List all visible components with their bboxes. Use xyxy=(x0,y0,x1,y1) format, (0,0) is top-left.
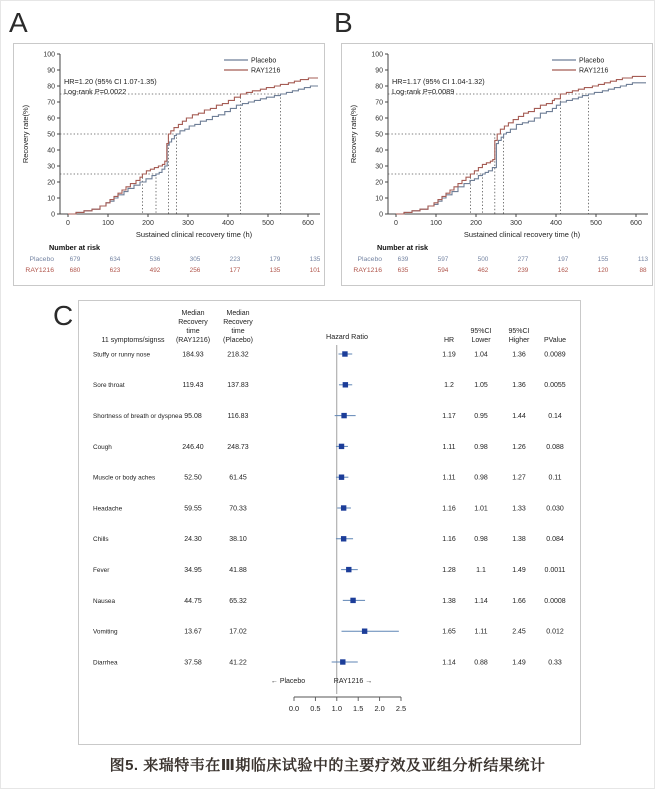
y-tick-label: 100 xyxy=(371,51,383,59)
header-ci-lower: Lower xyxy=(471,337,491,344)
legend-label-ray1216: RAY1216 xyxy=(579,67,609,75)
row-median-ray: 24.30 xyxy=(184,536,202,544)
row-pvalue: 0.0089 xyxy=(544,351,566,359)
forest-axis-tick-label: 2.0 xyxy=(374,704,385,713)
logrank-annotation: Log-rank P=0.0022 xyxy=(64,87,127,96)
row-median-ray: 52.50 xyxy=(184,474,202,482)
hr-marker xyxy=(350,598,355,603)
x-tick-label: 600 xyxy=(302,220,314,227)
y-tick-label: 100 xyxy=(43,51,55,59)
x-axis-title: Sustained clinical recovery time (h) xyxy=(463,230,581,239)
row-hr: 1.11 xyxy=(442,443,456,451)
km-curve-placebo xyxy=(396,83,646,214)
row-label: Chills xyxy=(93,536,109,544)
row-median-placebo: 41.88 xyxy=(229,567,247,574)
forest-axis-tick-label: 0.5 xyxy=(310,704,321,713)
y-tick-label: 70 xyxy=(375,99,383,107)
logrank-annotation: Log-rank P=0.0089 xyxy=(392,87,455,96)
forest-axis-tick-label: 1.5 xyxy=(353,704,364,713)
row-hr: 1.2 xyxy=(444,382,454,390)
forest-row xyxy=(93,444,564,451)
x-tick-label: 0 xyxy=(66,220,70,227)
row-ci-higher: 2.45 xyxy=(512,628,526,636)
row-ci-lower: 0.88 xyxy=(474,659,488,667)
y-tick-label: 90 xyxy=(47,67,55,75)
hr-marker xyxy=(341,505,346,510)
row-median-ray: 13.67 xyxy=(184,628,202,636)
panel-a-svg xyxy=(14,44,324,285)
risk-value: 679 xyxy=(69,256,81,263)
risk-value: 536 xyxy=(149,256,161,263)
x-tick-label: 100 xyxy=(430,220,442,227)
row-ci-lower: 1.1 xyxy=(476,567,486,574)
forest-axis-tick-label: 0.0 xyxy=(288,704,300,713)
panel-b-svg xyxy=(342,44,652,285)
panel-c-forest-plot xyxy=(78,300,581,745)
row-pvalue: 0.0011 xyxy=(544,567,566,574)
y-tick-label: 70 xyxy=(47,99,55,107)
row-hr: 1.28 xyxy=(442,567,456,574)
risk-value: 635 xyxy=(397,267,409,274)
row-ci-higher: 1.36 xyxy=(512,382,526,390)
hr-marker xyxy=(342,351,347,356)
header-median-placebo: (Placebo) xyxy=(223,337,253,344)
forest-row xyxy=(93,382,566,389)
risk-value: 197 xyxy=(557,256,569,263)
row-median-ray: 184.93 xyxy=(182,351,204,359)
x-tick-label: 300 xyxy=(182,220,194,227)
risk-value: 101 xyxy=(309,267,321,274)
header-median-placebo: Recovery xyxy=(223,319,253,326)
row-ci-lower: 0.98 xyxy=(474,536,488,544)
row-hr: 1.38 xyxy=(442,597,456,605)
y-tick-label: 40 xyxy=(375,147,383,155)
row-pvalue: 0.11 xyxy=(548,474,562,482)
forest-row xyxy=(93,475,562,482)
row-median-placebo: 70.33 xyxy=(229,505,247,513)
row-hr: 1.16 xyxy=(442,505,456,513)
risk-value: 462 xyxy=(477,267,489,274)
risk-row-name: RAY1216 xyxy=(353,267,382,274)
forest-axis-tick-label: 2.5 xyxy=(395,704,407,713)
risk-row-name: RAY1216 xyxy=(25,267,54,274)
row-median-placebo: 17.02 xyxy=(229,628,247,636)
legend-label-placebo: Placebo xyxy=(579,57,605,65)
risk-value: 135 xyxy=(309,256,321,263)
y-tick-label: 20 xyxy=(47,179,55,187)
number-at-risk-title: Number at risk xyxy=(377,243,429,252)
risk-value: 113 xyxy=(637,256,649,263)
panel-a-label: A xyxy=(9,7,28,38)
row-median-ray: 44.75 xyxy=(184,597,202,605)
row-label: Stuffy or runny nose xyxy=(93,351,151,359)
risk-value: 594 xyxy=(437,267,449,274)
hr-marker xyxy=(339,475,344,480)
risk-value: 162 xyxy=(557,267,569,274)
row-label: Muscle or body aches xyxy=(93,474,156,482)
hr-marker xyxy=(346,567,351,572)
header-median-ray: time xyxy=(186,328,200,335)
risk-value: 88 xyxy=(639,267,647,274)
risk-value: 179 xyxy=(269,256,281,263)
row-ci-higher: 1.49 xyxy=(512,567,526,574)
header-median-ray: (RAY1216) xyxy=(175,337,211,344)
risk-value: 597 xyxy=(437,256,449,263)
row-median-placebo: 248.73 xyxy=(227,443,249,451)
row-median-placebo: 116.83 xyxy=(227,413,249,420)
row-ci-higher: 1.27 xyxy=(512,474,526,482)
x-tick-label: 200 xyxy=(470,220,482,227)
y-tick-label: 60 xyxy=(375,115,383,123)
row-hr: 1.14 xyxy=(442,659,456,667)
row-pvalue: 0.088 xyxy=(546,443,564,451)
hr-marker xyxy=(340,659,345,664)
row-hr: 1.16 xyxy=(442,536,456,544)
direction-label-placebo: ← Placebo xyxy=(270,678,306,685)
row-median-placebo: 65.32 xyxy=(229,597,247,605)
forest-row xyxy=(93,598,566,605)
row-median-placebo: 218.32 xyxy=(227,351,249,359)
header-symptoms: 11 symptoms/signss xyxy=(101,337,165,344)
row-ci-lower: 1.05 xyxy=(474,382,488,390)
row-ci-higher: 1.36 xyxy=(512,351,526,359)
number-at-risk-title: Number at risk xyxy=(49,243,101,252)
y-tick-label: 20 xyxy=(375,179,383,187)
row-ci-higher: 1.26 xyxy=(512,443,526,451)
forest-row xyxy=(93,413,562,420)
row-label: Shortness of breath or dyspnea xyxy=(93,413,183,420)
row-pvalue: 0.0055 xyxy=(544,382,566,390)
row-ci-lower: 1.01 xyxy=(474,505,488,513)
y-tick-label: 60 xyxy=(47,115,55,123)
hr-marker xyxy=(362,629,367,634)
row-pvalue: 0.012 xyxy=(546,628,564,636)
y-tick-label: 90 xyxy=(375,67,383,75)
legend-label-placebo: Placebo xyxy=(251,57,277,65)
x-tick-label: 600 xyxy=(630,220,642,227)
header-ci-higher: Higher xyxy=(508,337,530,344)
row-label: Cough xyxy=(93,443,112,451)
row-median-placebo: 38.10 xyxy=(229,536,247,544)
row-label: Sore throat xyxy=(93,382,125,390)
row-ci-higher: 1.38 xyxy=(512,536,526,544)
forest-row xyxy=(93,505,564,512)
header-pvalue: PValue xyxy=(543,337,567,344)
row-ci-higher: 1.44 xyxy=(512,413,526,420)
header-median-ray: Median xyxy=(181,310,205,317)
hr-marker xyxy=(341,536,346,541)
x-tick-label: 100 xyxy=(102,220,114,227)
forest-row xyxy=(93,629,564,636)
header-hr: HR xyxy=(443,337,455,344)
row-median-ray: 37.58 xyxy=(184,659,202,667)
risk-value: 277 xyxy=(517,256,529,263)
row-pvalue: 0.084 xyxy=(546,536,564,544)
row-median-placebo: 137.83 xyxy=(227,382,249,390)
direction-label-ray1216: RAY1216 → xyxy=(333,678,373,685)
x-tick-label: 500 xyxy=(590,220,602,227)
y-tick-label: 0 xyxy=(379,211,383,219)
hr-annotation: HR=1.20 (95% CI 1.07-1.35) xyxy=(64,77,157,86)
panel-c-svg xyxy=(79,301,580,744)
row-label: Fever xyxy=(93,567,110,574)
risk-value: 492 xyxy=(149,267,161,274)
hr-annotation: HR=1.17 (95% CI 1.04-1.32) xyxy=(392,77,485,86)
header-median-placebo: time xyxy=(231,328,245,335)
x-tick-label: 400 xyxy=(550,220,562,227)
risk-value: 120 xyxy=(597,267,609,274)
x-axis-title: Sustained clinical recovery time (h) xyxy=(135,230,253,239)
forest-row xyxy=(93,659,562,666)
risk-value: 305 xyxy=(189,256,201,263)
risk-value: 623 xyxy=(109,267,121,274)
y-axis-title: Recovery rate(%) xyxy=(349,104,358,164)
row-median-ray: 95.08 xyxy=(184,413,202,420)
y-tick-label: 80 xyxy=(47,83,55,91)
legend-label-ray1216: RAY1216 xyxy=(251,67,281,75)
row-pvalue: 0.0008 xyxy=(544,597,566,605)
row-ci-lower: 1.11 xyxy=(474,628,488,636)
forest-row xyxy=(93,567,566,574)
row-label: Headache xyxy=(93,505,123,513)
figure-caption: 图5. 来瑞特韦在Ⅲ期临床试验中的主要疗效及亚组分析结果统计 xyxy=(109,757,546,774)
y-tick-label: 50 xyxy=(47,131,55,139)
risk-value: 680 xyxy=(69,267,81,274)
row-median-ray: 34.95 xyxy=(184,567,202,574)
row-pvalue: 0.030 xyxy=(546,505,564,513)
header-median-placebo: Median xyxy=(226,310,250,317)
header-median-ray: Recovery xyxy=(178,319,208,326)
row-ci-lower: 1.14 xyxy=(474,597,488,605)
x-tick-label: 500 xyxy=(262,220,274,227)
header-ci-lower: 95%CI xyxy=(470,328,492,335)
row-median-ray: 59.55 xyxy=(184,505,202,513)
row-label: Nausea xyxy=(93,597,116,605)
row-label: Vomiting xyxy=(93,628,118,636)
row-ci-lower: 0.98 xyxy=(474,474,488,482)
panel-c-label: C xyxy=(53,300,74,331)
row-ci-higher: 1.33 xyxy=(512,505,526,513)
forest-row xyxy=(93,351,566,358)
panel-b-label: B xyxy=(334,7,353,38)
row-ci-higher: 1.66 xyxy=(512,597,526,605)
row-hr: 1.65 xyxy=(442,628,456,636)
y-tick-label: 40 xyxy=(47,147,55,155)
header-hazard-ratio: Hazard Ratio xyxy=(326,332,368,341)
row-pvalue: 0.14 xyxy=(548,413,562,420)
forest-row xyxy=(93,536,564,543)
panel-a-km-chart xyxy=(13,43,325,286)
y-axis-title: Recovery rate(%) xyxy=(21,104,30,164)
risk-value: 177 xyxy=(229,267,241,274)
row-hr: 1.19 xyxy=(442,351,456,359)
x-tick-label: 400 xyxy=(222,220,234,227)
hr-marker xyxy=(339,444,344,449)
x-tick-label: 300 xyxy=(510,220,522,227)
row-pvalue: 0.33 xyxy=(548,659,562,667)
risk-row-name: Placebo xyxy=(357,256,382,263)
row-median-ray: 246.40 xyxy=(182,443,204,451)
row-ci-lower: 1.04 xyxy=(474,351,488,359)
risk-value: 500 xyxy=(477,256,489,263)
risk-value: 256 xyxy=(189,267,201,274)
row-label: Diarrhea xyxy=(93,659,118,667)
risk-value: 239 xyxy=(517,267,529,274)
hr-marker xyxy=(343,382,348,387)
hr-marker xyxy=(341,413,346,418)
row-ci-lower: 0.95 xyxy=(474,413,488,420)
km-curve-ray1216 xyxy=(396,76,646,214)
row-hr: 1.17 xyxy=(442,413,456,420)
y-tick-label: 50 xyxy=(375,131,383,139)
y-tick-label: 30 xyxy=(375,163,383,171)
y-tick-label: 10 xyxy=(47,195,55,203)
risk-row-name: Placebo xyxy=(29,256,54,263)
y-tick-label: 30 xyxy=(47,163,55,171)
y-tick-label: 10 xyxy=(375,195,383,203)
risk-value: 634 xyxy=(109,256,121,263)
row-ci-higher: 1.49 xyxy=(512,659,526,667)
panel-b-km-chart xyxy=(341,43,653,286)
header-ci-higher: 95%CI xyxy=(508,328,530,335)
x-tick-label: 200 xyxy=(142,220,154,227)
risk-value: 639 xyxy=(397,256,409,263)
risk-value: 223 xyxy=(229,256,241,263)
risk-value: 135 xyxy=(269,267,281,274)
row-median-placebo: 41.22 xyxy=(229,659,247,667)
row-median-placebo: 61.45 xyxy=(229,474,247,482)
row-hr: 1.11 xyxy=(442,474,456,482)
risk-value: 155 xyxy=(597,256,609,263)
forest-axis-tick-label: 1.0 xyxy=(331,704,342,713)
x-tick-label: 0 xyxy=(394,220,398,227)
row-ci-lower: 0.98 xyxy=(474,443,488,451)
row-median-ray: 119.43 xyxy=(182,382,204,390)
y-tick-label: 0 xyxy=(51,211,55,219)
y-tick-label: 80 xyxy=(375,83,383,91)
